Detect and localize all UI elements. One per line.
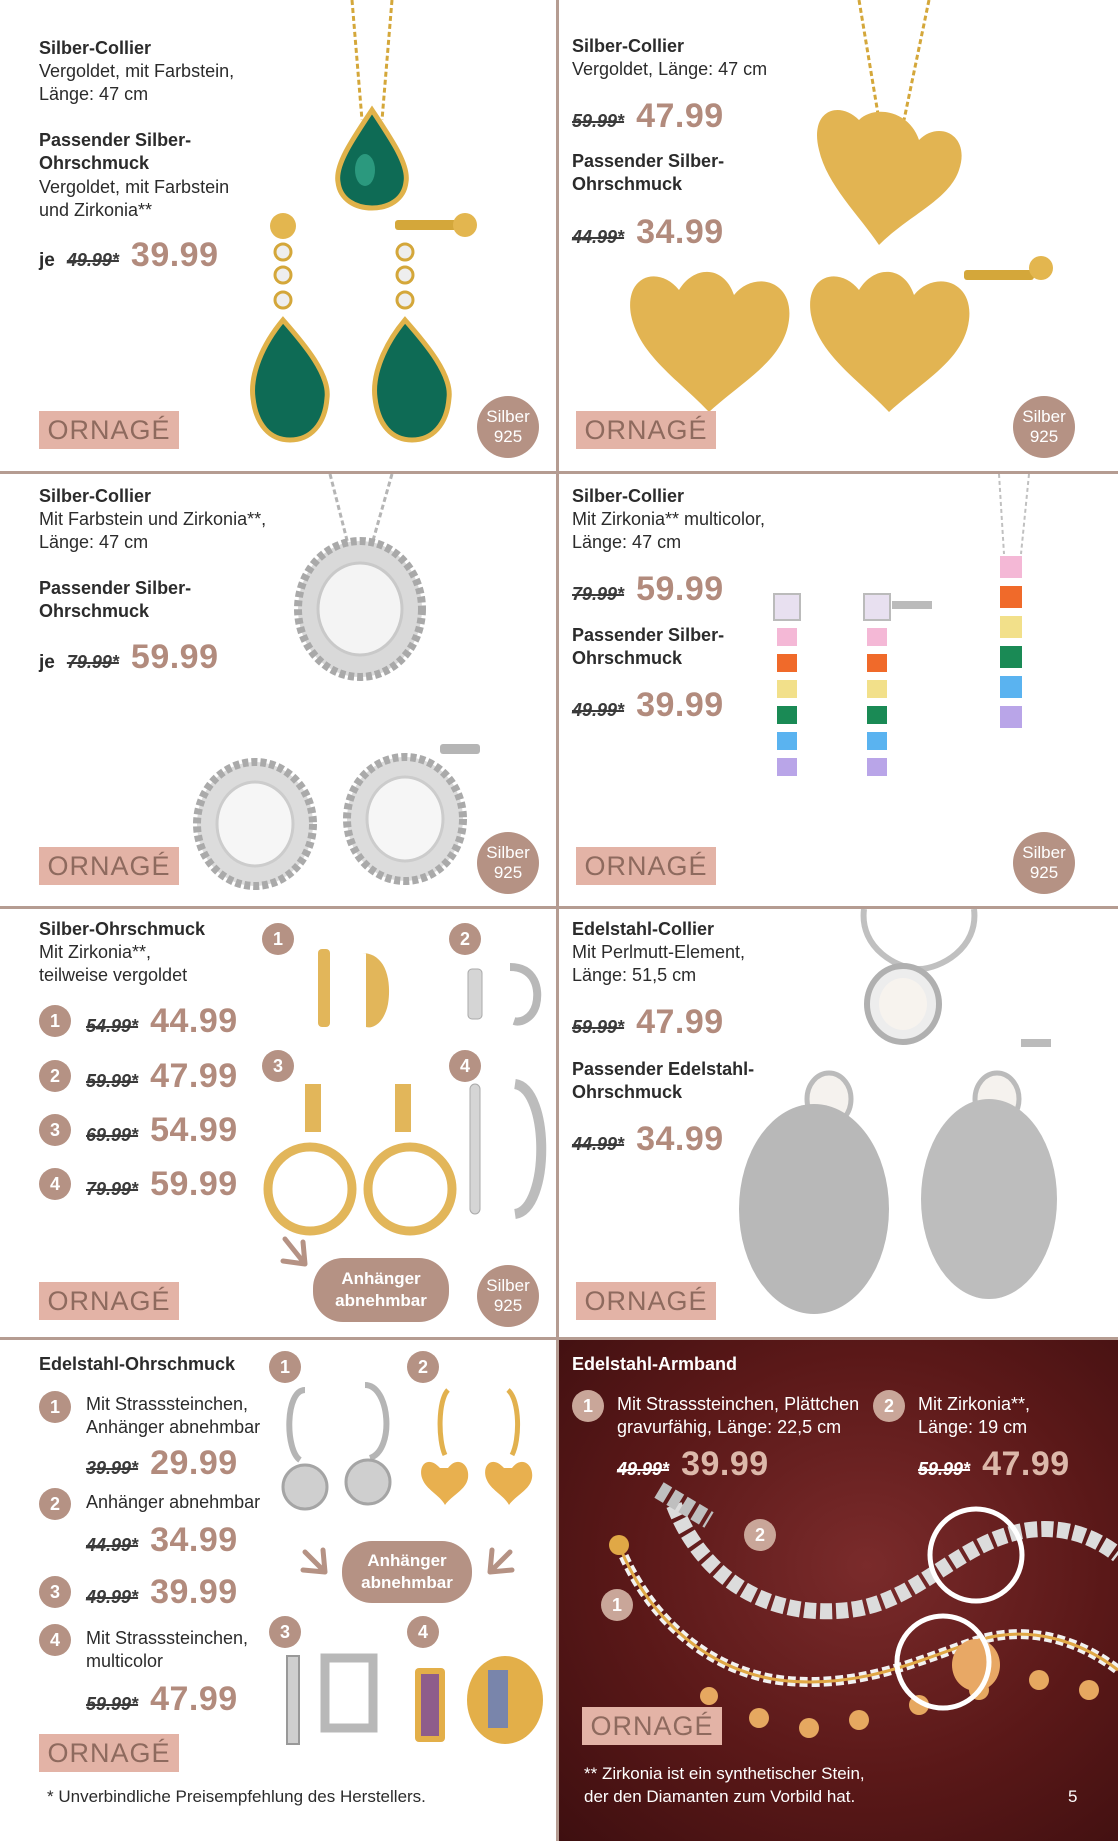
- price-row: [86, 1165, 238, 1204]
- product-title: Edelstahl-Ohrschmuck: [39, 1354, 236, 1374]
- product-cell-silver-halo-collier: [0, 474, 556, 906]
- price-prefix: je: [39, 250, 55, 271]
- silver-925-badge: Silber 925: [477, 832, 539, 894]
- image-marker: 2: [449, 923, 481, 955]
- old-price: 79.99*: [66, 652, 119, 672]
- old-price: 79.99*: [86, 1179, 139, 1199]
- new-price: 47.99: [150, 1680, 238, 1718]
- old-price: 39.99*: [86, 1458, 139, 1478]
- product-title: Silber-Ohrschmuck: [39, 919, 206, 939]
- price-row: [86, 1111, 238, 1150]
- product-title: Edelstahl-Collier: [572, 919, 715, 939]
- product-desc-line: gravurfähig, Länge: 22,5 cm: [617, 1417, 842, 1437]
- silver-925-badge: Silber 925: [477, 396, 539, 458]
- product-subtitle-line: Passender Silber-: [572, 151, 725, 171]
- price-row: [572, 213, 724, 252]
- detachable-pendant-pill: Anhänger abnehmbar: [313, 1258, 449, 1322]
- variant-number-badge: 4: [39, 1624, 71, 1656]
- product-title: Silber-Collier: [572, 36, 685, 56]
- new-price: 39.99: [636, 686, 724, 724]
- product-cell-gold-heart-collier: [559, 0, 1118, 471]
- brand-logo: ORNAGÉ: [576, 1282, 716, 1320]
- old-price: 44.99*: [86, 1535, 139, 1555]
- product-desc-line: teilweise vergoldet: [39, 965, 188, 985]
- variant-number-badge: 1: [39, 1391, 71, 1423]
- zirconia-footnote: ** Zirkonia ist ein synthetischer Stein,: [584, 1764, 865, 1783]
- old-price: 44.99*: [572, 1134, 625, 1154]
- new-price: 34.99: [636, 213, 724, 251]
- price-row: [86, 1057, 238, 1096]
- product-desc-line: Länge: 51,5 cm: [572, 965, 697, 985]
- price-row: [572, 686, 724, 725]
- image-marker: 3: [269, 1616, 301, 1648]
- product-desc-line: Vergoldet, mit Farbstein,: [39, 61, 235, 81]
- old-price: 49.99*: [66, 250, 119, 270]
- new-price: 47.99: [982, 1445, 1070, 1483]
- product-subtitle-line: Passender Silber-: [572, 625, 725, 645]
- new-price: 39.99: [150, 1573, 238, 1611]
- brand-logo: ORNAGÉ: [39, 411, 179, 449]
- product-subtitle-line: Ohrschmuck: [572, 174, 683, 194]
- new-price: 47.99: [636, 97, 724, 135]
- price-row: [918, 1445, 1070, 1484]
- new-price: 29.99: [150, 1444, 238, 1482]
- product-desc-line: Mit Perlmutt-Element,: [572, 942, 746, 962]
- new-price: 47.99: [150, 1057, 238, 1095]
- brand-logo: ORNAGÉ: [39, 1282, 179, 1320]
- price-prefix: je: [39, 652, 55, 673]
- price-row: [86, 1521, 238, 1560]
- product-desc-line: und Zirkonia**: [39, 200, 153, 220]
- product-desc-line: Mit Zirkonia** multicolor,: [572, 509, 766, 529]
- new-price: 59.99: [130, 638, 219, 676]
- brand-logo: ORNAGÉ: [39, 1734, 179, 1772]
- old-price: 54.99*: [86, 1016, 139, 1036]
- product-cell-gold-green-collier: [0, 0, 556, 471]
- product-desc-line: Vergoldet, mit Farbstein: [39, 177, 230, 197]
- product-cell-steel-earrings: [0, 1340, 556, 1841]
- price-footnote: * Unverbindliche Preisempfehlung des Herstellers.: [47, 1787, 426, 1806]
- product-desc-line: Mit Strasssteinchen,: [86, 1394, 249, 1414]
- product-title: Silber-Collier: [39, 486, 152, 506]
- image-marker: 3: [262, 1050, 294, 1082]
- old-price: 59.99*: [86, 1071, 139, 1091]
- variant-number-badge: 1: [39, 1005, 71, 1037]
- brand-logo: ORNAGÉ: [576, 847, 716, 885]
- product-desc-line: Länge: 19 cm: [918, 1417, 1028, 1437]
- price-row: [572, 1120, 724, 1159]
- old-price: 59.99*: [918, 1459, 971, 1479]
- product-desc-line: Länge: 47 cm: [39, 532, 149, 552]
- new-price: 59.99: [150, 1165, 238, 1203]
- product-desc-line: multicolor: [86, 1651, 164, 1671]
- product-desc-line: Anhänger abnehmbar: [86, 1417, 261, 1437]
- price-row: [39, 236, 219, 275]
- variant-number-badge: 3: [39, 1114, 71, 1146]
- silver-925-badge: Silber 925: [477, 1265, 539, 1327]
- product-subtitle-line: Ohrschmuck: [39, 601, 150, 621]
- page-number: 5: [1068, 1787, 1078, 1806]
- product-subtitle-line: Passender Edelstahl-: [572, 1059, 755, 1079]
- brand-logo: ORNAGÉ: [576, 411, 716, 449]
- product-title: Edelstahl-Armband: [572, 1354, 738, 1374]
- old-price: 49.99*: [617, 1459, 670, 1479]
- brand-logo: ORNAGÉ: [582, 1707, 722, 1745]
- new-price: 39.99: [130, 236, 219, 274]
- product-desc-line: Mit Farbstein und Zirkonia**,: [39, 509, 267, 529]
- image-marker: 1: [262, 923, 294, 955]
- old-price: 59.99*: [572, 1017, 625, 1037]
- silver-925-badge: Silber 925: [1013, 396, 1075, 458]
- new-price: 54.99: [150, 1111, 238, 1149]
- new-price: 34.99: [636, 1120, 724, 1158]
- price-row: [86, 1002, 238, 1041]
- variant-number-badge: 1: [572, 1390, 604, 1422]
- variant-number-badge: 2: [873, 1390, 905, 1422]
- product-subtitle-line: Ohrschmuck: [39, 153, 150, 173]
- price-row: [86, 1444, 238, 1483]
- new-price: 59.99: [636, 570, 724, 608]
- product-desc-line: Mit Strasssteinchen,: [86, 1628, 249, 1648]
- price-row: [39, 638, 219, 677]
- old-price: 79.99*: [572, 584, 625, 604]
- product-subtitle-line: Ohrschmuck: [572, 648, 683, 668]
- image-marker: 2: [407, 1351, 439, 1383]
- product-desc-line: Anhänger abnehmbar: [86, 1492, 261, 1512]
- old-price: 59.99*: [86, 1694, 139, 1714]
- product-cell-steel-mother-of-pearl: [559, 909, 1118, 1337]
- variant-number-badge: 3: [39, 1576, 71, 1608]
- price-row: [572, 1003, 724, 1042]
- new-price: 44.99: [150, 1002, 238, 1040]
- product-title: Silber-Collier: [39, 38, 152, 58]
- product-subtitle-line: Ohrschmuck: [572, 1082, 683, 1102]
- old-price: 49.99*: [572, 700, 625, 720]
- image-marker: 2: [744, 1519, 776, 1551]
- image-marker: 4: [407, 1616, 439, 1648]
- new-price: 47.99: [636, 1003, 724, 1041]
- zirconia-footnote: der den Diamanten zum Vorbild hat.: [584, 1787, 856, 1806]
- product-cell-silver-earrings: [0, 909, 556, 1337]
- product-desc-line: Länge: 47 cm: [39, 84, 149, 104]
- image-marker: 1: [269, 1351, 301, 1383]
- price-row: [86, 1573, 238, 1612]
- product-desc-line: Mit Zirkonia**,: [39, 942, 152, 962]
- variant-number-badge: 2: [39, 1488, 71, 1520]
- price-row: [572, 570, 724, 609]
- old-price: 69.99*: [86, 1125, 139, 1145]
- new-price: 34.99: [150, 1521, 238, 1559]
- image-marker: 4: [449, 1050, 481, 1082]
- product-desc-line: Mit Strasssteinchen, Plättchen: [617, 1394, 860, 1414]
- variant-number-badge: 2: [39, 1060, 71, 1092]
- old-price: 44.99*: [572, 227, 625, 247]
- product-desc-line: Mit Zirkonia**,: [918, 1394, 1031, 1414]
- product-cell-steel-bracelets: [559, 1340, 1118, 1841]
- variant-number-badge: 4: [39, 1168, 71, 1200]
- brand-logo: ORNAGÉ: [39, 847, 179, 885]
- product-title: Silber-Collier: [572, 486, 685, 506]
- price-row: [617, 1445, 769, 1484]
- old-price: 49.99*: [86, 1587, 139, 1607]
- detachable-pendant-pill: Anhänger abnehmbar: [342, 1541, 472, 1603]
- product-subtitle-line: Passender Silber-: [39, 130, 192, 150]
- old-price: 59.99*: [572, 111, 625, 131]
- price-row: [86, 1680, 238, 1719]
- silver-925-badge: Silber 925: [1013, 832, 1075, 894]
- product-cell-multicolor-collier: [559, 474, 1118, 906]
- product-desc-line: Länge: 47 cm: [572, 532, 682, 552]
- product-desc-line: Vergoldet, Länge: 47 cm: [572, 59, 768, 79]
- product-subtitle-line: Passender Silber-: [39, 578, 192, 598]
- image-marker: 1: [601, 1589, 633, 1621]
- price-row: [572, 97, 724, 136]
- new-price: 39.99: [681, 1445, 769, 1483]
